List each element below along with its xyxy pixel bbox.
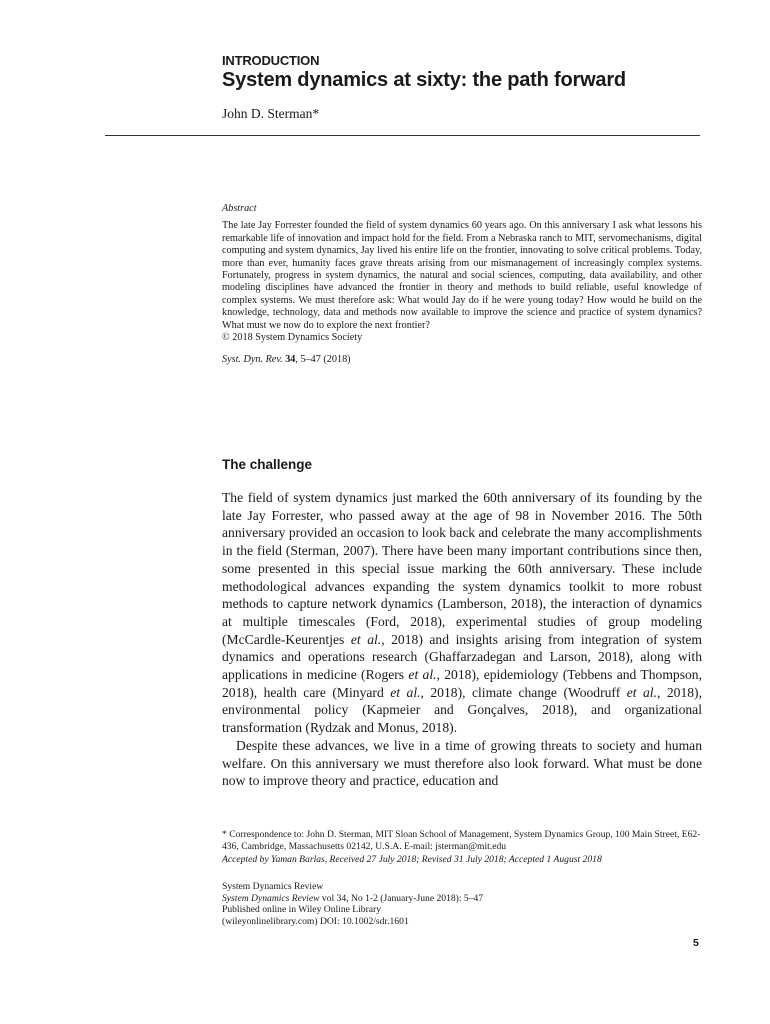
abstract-heading: Abstract [222,203,257,214]
issue-details: vol 34, No 1-2 (January-June 2018): 5–47 [319,892,484,904]
citation-pages: , 5–47 (2018) [295,354,351,366]
body-paragraph-1 [222,489,702,737]
et-al: et al. [390,684,421,700]
journal-info [222,881,702,927]
et-al: et al. [408,667,437,683]
publication-note: Published online in Wiley Online Library [222,904,382,916]
doi-line: (wileyonlinelibrary.com) DOI: 10.1002/sdr.1601 [222,915,409,927]
abstract [222,203,702,367]
body-text-segment: , 2018) and insights arising from integration of system dynamics and operations research (Ghaffarzadegan and Larson, 2018), along with applications in medicine (Rogers [222,631,702,683]
journal-issue [222,893,702,905]
journal-name: System Dynamics Review [222,892,320,904]
footnotes [222,829,702,866]
journal-title: System Dynamics Review [222,881,324,892]
body-text-segment: , 2018), epidemiology (Tebbens and Thompson, 2018), health care (Minyard [222,667,702,700]
article-title: System dynamics at sixty: the path forward [222,69,626,91]
page-number: 5 [693,937,699,949]
body-text-segment: , 2018), climate change (Woodruff [420,684,627,700]
body-text-segment: , 2018), environmental policy (Kapmeier and Gonçalves, 2018), and organizational transformation (Rydzak and Monus, 2018). [222,684,702,736]
header-rule [105,135,700,136]
et-al: et al. [626,684,657,700]
et-al: et al. [350,631,382,647]
citation-journal: Syst. Dyn. Rev. [222,354,283,366]
correspondence-note: * Correspondence to: John D. Sterman, MIT Sloan School of Management, System Dynamics Group, 100 Main Street, E62-436, Cambridge, Massachusetts 02142, U.S.A. E-mail: jsterman@mit.edu [222,829,701,852]
author-name: John D. Sterman* [222,106,320,121]
copyright-notice: © 2018 System Dynamics Society [222,332,363,344]
section-heading: The challenge [222,457,313,472]
body-text-segment: The field of system dynamics just marked the 60th anniversary of its founding by the late Jay Forrester, who passed away at the age of 98 in November 2016. The 50th anniversary provided an occasion to look back and celebrate the many accomplishments in the field (Sterman, 2007). There have been many important contributions since then, some presented in this special issue marking the 60th anniversary. These include methodological advances expanding the system dynamics toolkit to more robust methods to capture network dynamics (Lamberson, 2018), the interaction of dynamics at multiple timescales (Ford, 2018), experimental studies of group modeling (McCardle-Keurentjes [222,490,702,647]
acceptance-note: Accepted by Yaman Barlas, Received 27 July 2018; Revised 31 July 2018; Accepted 1 August 2018 [222,854,602,865]
body-paragraph-2: Despite these advances, we live in a time of growing threats to society and human welfare. On this anniversary we must therefore also look forward. What must be done now to improve theory and practice, education and [222,737,702,789]
body-text [222,489,702,790]
abstract-text: The late Jay Forrester founded the field of system dynamics 60 years ago. On this anniversary I ask what lessons his remarkable life of innovation and impact hold for the field. From a Nebraska ranch to MIT, servomechanisms, digital computing and system dynamics, Jay lived his entire life on the frontier, innovating to solve critical problems. Today, more than ever, humanity faces grave threats arising from our mismanagement of increasingly complex systems. Fortunately, progress in system dynamics, the natural and social sciences, computing, data availability, and other modeling disciplines have advanced the frontier in theory and methods to build reliable, useful knowledge of complex systems. We must therefore ask: What would Jay do if he were young today? How would he build on the knowledge, technology, data and methods now available to improve the science and practice of system dynamics? What must we now do to explore the next frontier? [222,220,702,331]
citation [222,354,702,366]
citation-volume: 34 [285,354,296,366]
section-label: INTRODUCTION [222,53,320,68]
